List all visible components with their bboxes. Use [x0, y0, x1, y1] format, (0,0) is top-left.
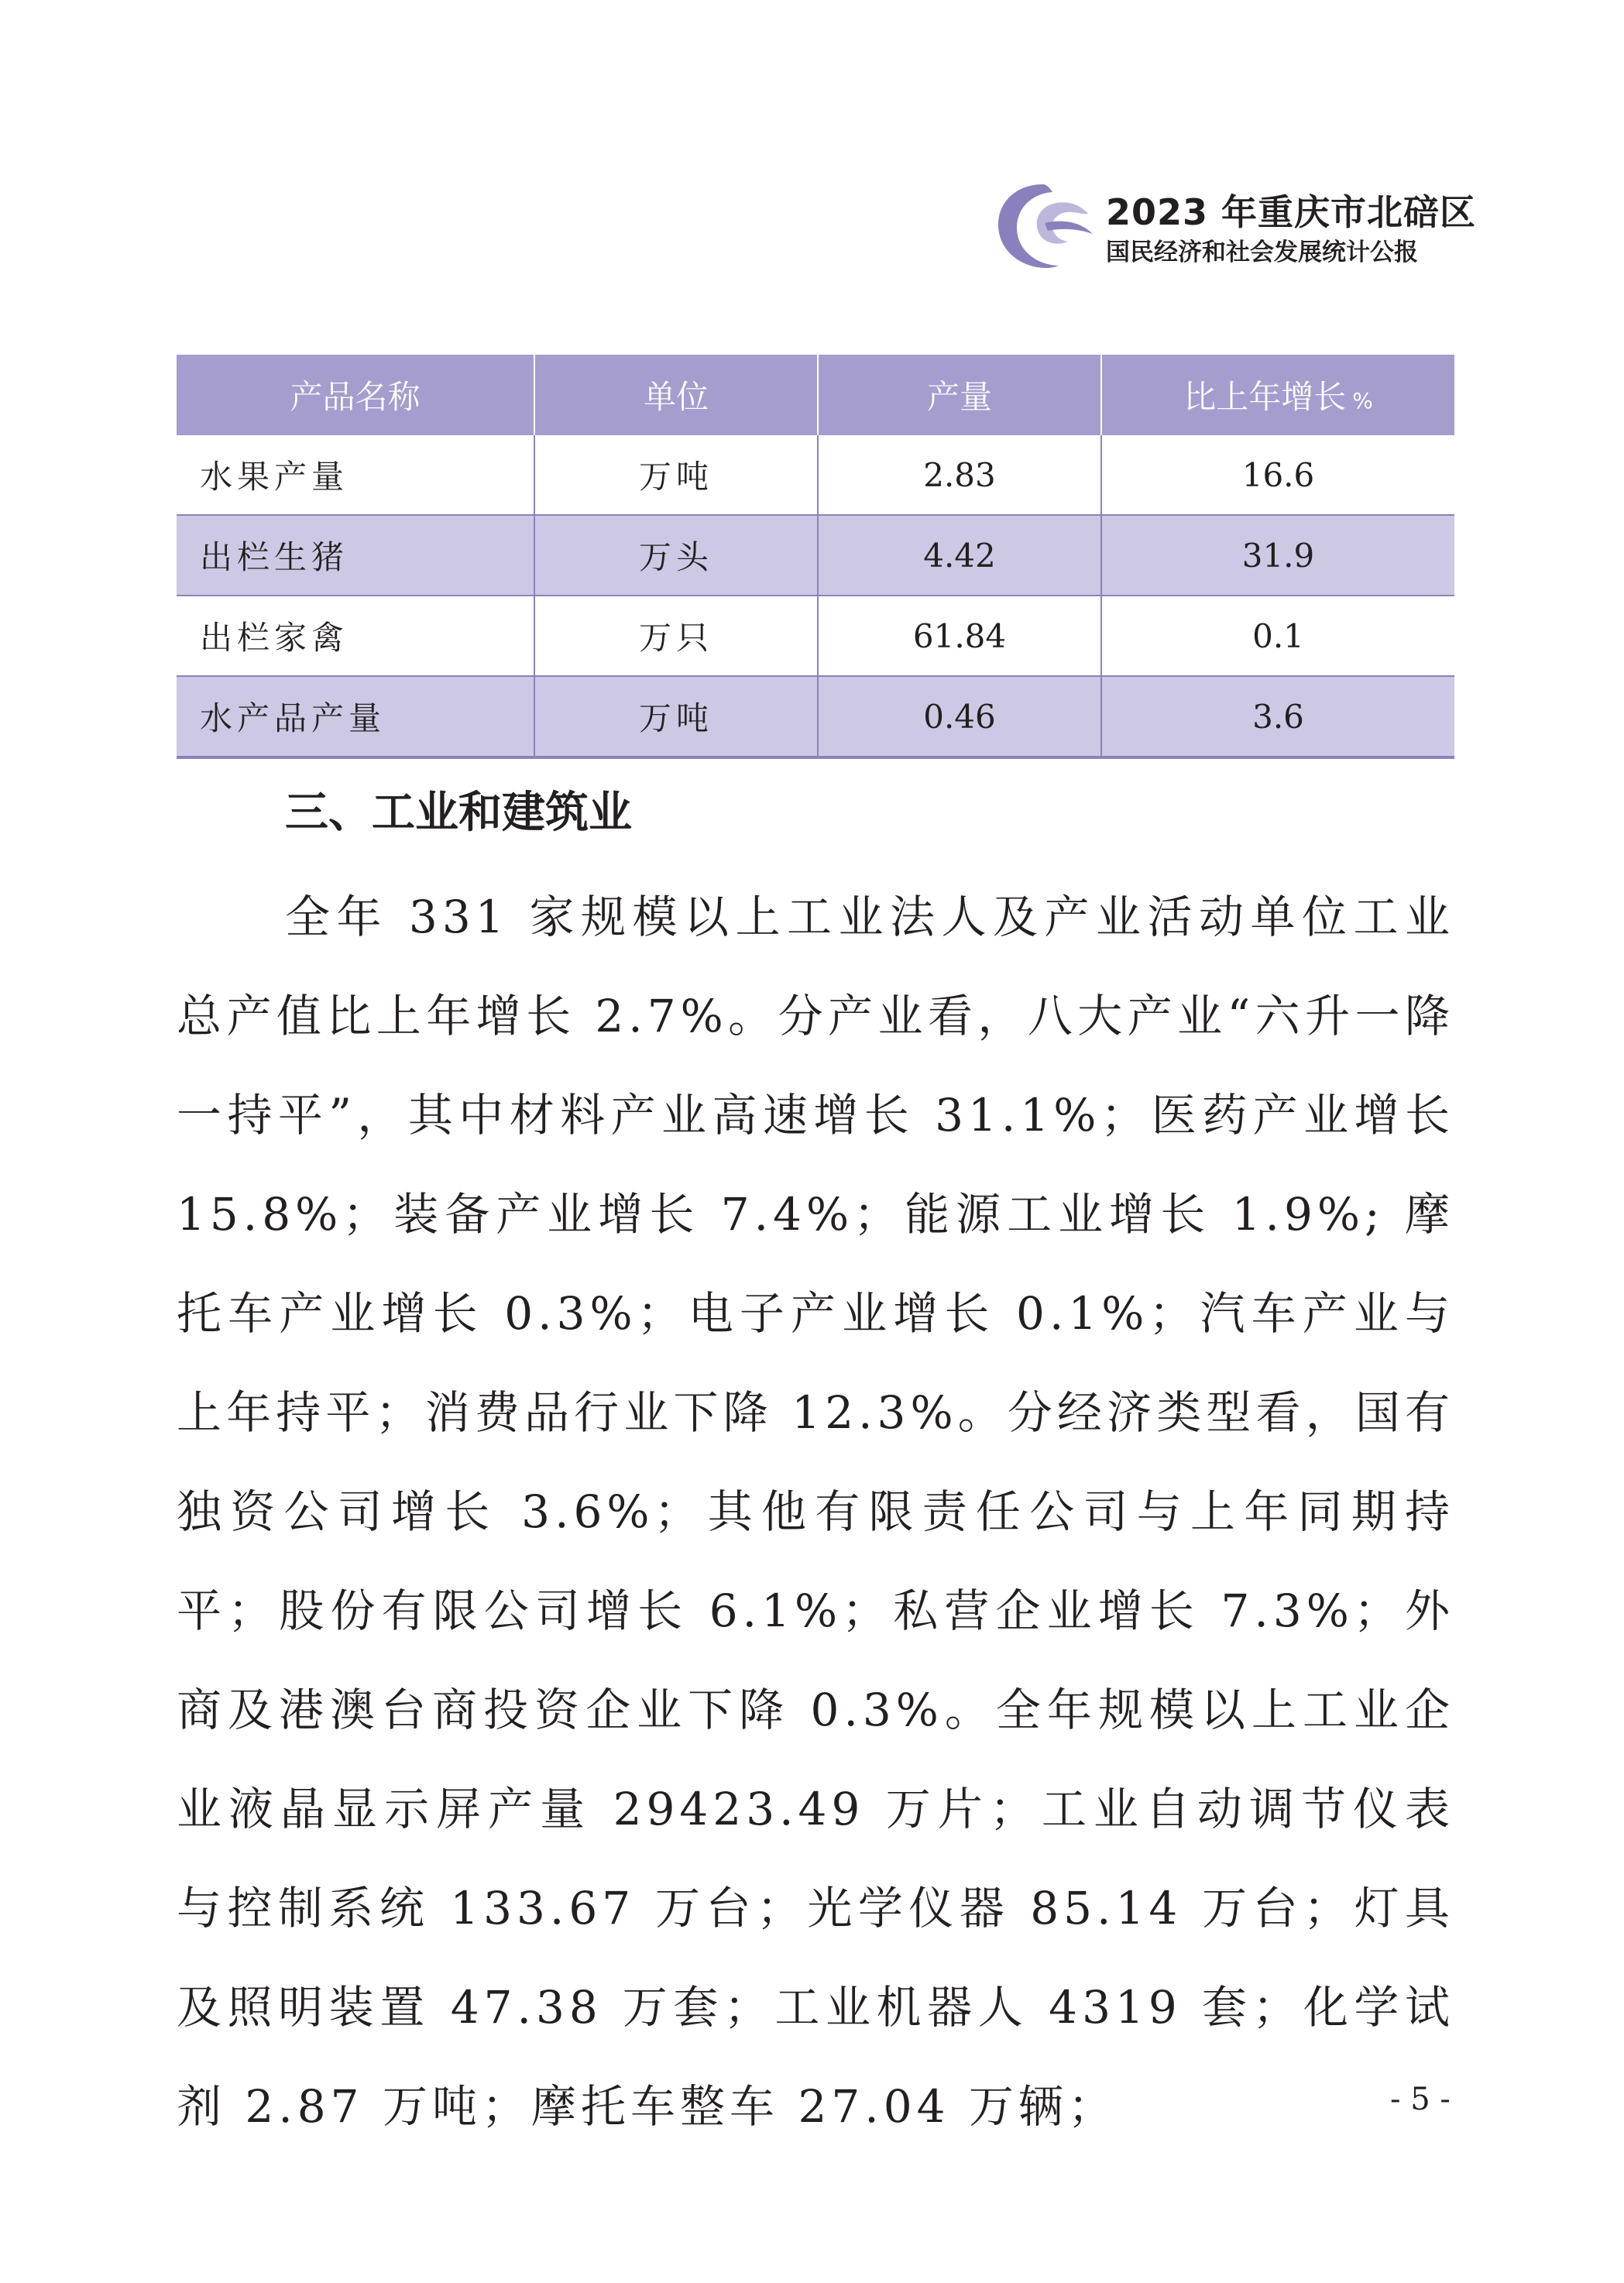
section-heading: 三、工业和建筑业: [285, 788, 632, 838]
product-name: 出栏家禽: [177, 596, 534, 676]
product-growth: 31.9: [1101, 515, 1454, 596]
product-growth: 16.6: [1101, 435, 1454, 515]
industry-paragraph: 全年 331 家规模以上工业法人及产业活动单位工业总产值比上年增长 2.7%。分产业看，八大产业“六升一降一持平”，其中材料产业高速增长 31.1%；医药产业增长 15.8%；装备产业增长 7.4%；能源工业增长 1.9%; 摩托车产业增长 0.3%；电子产业增长 0.1%；汽车产业与上年持平；消费品行业下降 12.3%。分经济类型看，国有独资公司增长 3.6%；其他有限责任公司与上年同期持平；股份有限公司增长 6.1%；私营企业增长 7.3%；外商及港澳台商投资企业下降 0.3%。全年规模以上工业企业液晶显示屏产量 29423.49 万片；工业自动调节仪表与控制系统 133.67 万台；光学仪器 85.14 万台；灯具及照明装置 47.38 万套；工业机器人 4319 套；化学试剂 2.87 万吨；摩托车整车 27.04 万辆；: [177, 891, 1454, 2133]
report-logo-icon: [995, 180, 1096, 273]
product-unit: 万只: [534, 596, 818, 676]
column-header-output: 产量: [818, 355, 1101, 435]
agriculture-output-table: [177, 355, 1454, 759]
column-header-unit: 单位: [534, 355, 818, 435]
product-name: 出栏生猪: [177, 515, 534, 596]
product-name: 水果产量: [177, 435, 534, 515]
product-output: 2.83: [818, 435, 1101, 515]
product-name: 水产品产量: [177, 676, 534, 757]
column-header-growth: [1101, 355, 1454, 435]
growth-header-label: 比上年增长: [1183, 378, 1347, 416]
table-row: [177, 596, 1454, 676]
table-header-row: [177, 355, 1454, 435]
column-header-name: 产品名称: [177, 355, 534, 435]
report-title: 2023 年重庆市北碚区: [1106, 191, 1477, 233]
table-row: [177, 435, 1454, 515]
product-unit: 万吨: [534, 676, 818, 757]
percent-mark: %: [1352, 388, 1373, 414]
product-growth: 0.1: [1101, 596, 1454, 676]
page-number: - 5 -: [1390, 2082, 1451, 2117]
product-unit: 万吨: [534, 435, 818, 515]
page-header: [995, 180, 1475, 273]
table-row: [177, 515, 1454, 596]
table-row: [177, 676, 1454, 757]
product-output: 0.46: [818, 676, 1101, 757]
product-output: 4.42: [818, 515, 1101, 596]
report-subtitle: 国民经济和社会发展统计公报: [1106, 239, 1418, 266]
product-unit: 万头: [534, 515, 818, 596]
product-output: 61.84: [818, 596, 1101, 676]
product-growth: 3.6: [1101, 676, 1454, 757]
